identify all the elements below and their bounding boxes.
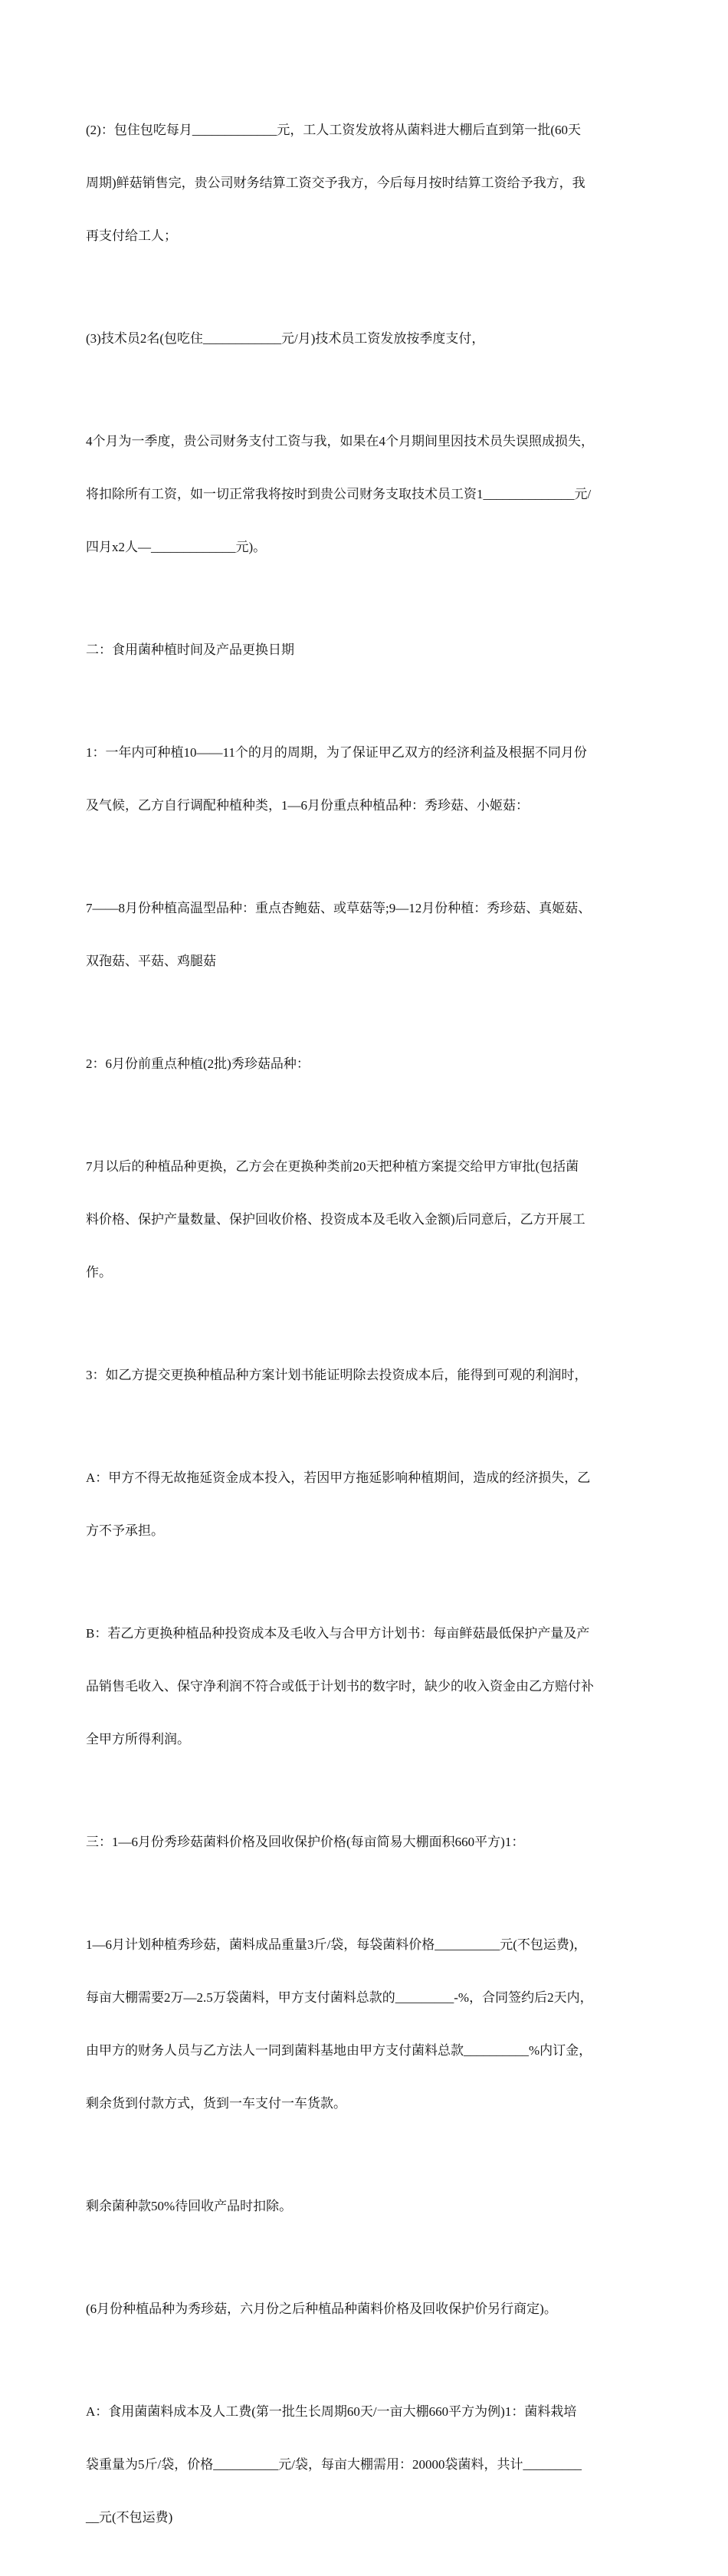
text-line: 袋重量为5斤/袋，价格__________元/袋，每亩大棚需用：20000袋菌料，共计_________ xyxy=(86,2457,582,2472)
text-line: 方不予承担。 xyxy=(86,1523,164,1538)
text-line: A：食用菌菌料成本及人工费(第一批生长周期60天/一亩大棚660平方为例)1：菌料栽培 xyxy=(86,2404,577,2419)
text-line: 四月x2人—_____________元)。 xyxy=(86,540,267,554)
text-line: 2：6月份前重点种植(2批)秀珍菇品种： xyxy=(86,1056,310,1071)
text-line: (2)：包住包吃每月_____________元，工人工资发放将从菌料进大棚后直到第一批(60天 xyxy=(86,123,581,137)
text-line: 全甲方所得利润。 xyxy=(86,1732,190,1746)
paragraph-cost-a xyxy=(86,2367,645,2561)
text-line: 1—6月计划种植秀珍菇，菌料成品重量3斤/袋，每袋菌料价格__________元(不包运费)， xyxy=(86,1937,587,1952)
paragraph-remaining-payment xyxy=(86,2162,645,2250)
section-heading-three xyxy=(86,1798,645,1886)
text-line: 再支付给工人； xyxy=(86,228,177,243)
text-line: 1：一年内可种植10——11个的月的周期，为了保证甲乙双方的经济利益及根据不同月份 xyxy=(86,745,587,760)
document-body xyxy=(86,86,645,2576)
text-line: 3：如乙方提交更换种植品种方案计划书能证明除去投资成本后，能得到可观的利润时， xyxy=(86,1368,588,1382)
text-line: 料价格、保护产量数量、保护回收价格、投资成本及毛收入金额)后同意后，乙方开展工 xyxy=(86,1212,585,1227)
paragraph-technician-wage xyxy=(86,397,645,591)
text-line: __元(不包运费) xyxy=(86,2510,173,2525)
text-line: 剩余菌种款50%待回收产品时扣除。 xyxy=(86,2199,293,2213)
text-line: 及气候，乙方自行调配种植种类，1—6月份重点种植品种：秀珍菇、小姬菇： xyxy=(86,798,529,813)
text-line: (6月份种植品种为秀珍菇，六月份之后种植品种菌料价格及回收保护价另行商定)。 xyxy=(86,2302,557,2316)
text-line: 由甲方的财务人员与乙方法人一同到菌料基地由甲方支付菌料总款__________%内订金， xyxy=(86,2043,592,2058)
text-line: 作。 xyxy=(86,1265,112,1280)
text-line: 剩余货到付款方式，货到一车支付一车货款。 xyxy=(86,2096,346,2111)
text-line: 三：1—6月份秀珍菇菌料价格及回收保护价格(每亩简易大棚面积660平方)1： xyxy=(86,1835,525,1849)
paragraph-clause-a xyxy=(86,1434,645,1575)
paragraph-june-note xyxy=(86,2265,645,2353)
paragraph-june-focus xyxy=(86,1020,645,1108)
text-line: 品销售毛收入、保守净利润不符合或低于计划书的数字时，缺少的收入资金由乙方赔付补 xyxy=(86,1679,594,1694)
paragraph-clause-b xyxy=(86,1589,645,1783)
section-heading-two xyxy=(86,606,645,694)
paragraph-summer-varieties xyxy=(86,864,645,1005)
paragraph-technician-count xyxy=(86,294,645,383)
paragraph-material-price xyxy=(86,1901,645,2147)
paragraph-worker-wage xyxy=(86,86,645,280)
text-line: (3)技术员2名(包吃住____________元/月)技术员工资发放按季度支付， xyxy=(86,331,485,346)
text-line: 7——8月份种植高温型品种：重点杏鲍菇、或草菇等;9—12月份种植：秀珍菇、真姬菇、 xyxy=(86,901,592,915)
text-line: 每亩大棚需要2万—2.5万袋菌料，甲方支付菌料总款的_________-%，合同签约后2天内， xyxy=(86,1990,593,2005)
text-line: 二：食用菌种植时间及产品更换日期 xyxy=(86,642,294,657)
text-line: 7月以后的种植品种更换，乙方会在更换种类前20天把种植方案提交给甲方审批(包括菌 xyxy=(86,1159,579,1174)
text-line: B：若乙方更换种植品种投资成本及毛收入与合甲方计划书：每亩鲜菇最低保护产量及产 xyxy=(86,1626,590,1641)
paragraph-planting-cycle xyxy=(86,708,645,849)
paragraph-plan-proof xyxy=(86,1331,645,1419)
text-line: 将扣除所有工资，如一切正常我将按时到贵公司财务支取技术员工资1______________元/ xyxy=(86,487,592,501)
text-line: 4个月为一季度，贵公司财务支付工资与我，如果在4个月期间里因技术员失误照成损失， xyxy=(86,434,594,449)
text-line: A：甲方不得无故拖延资金成本投入，若因甲方拖延影响种植期间，造成的经济损失，乙 xyxy=(86,1470,591,1485)
text-line: 双孢菇、平菇、鸡腿菇 xyxy=(86,954,216,968)
paragraph-variety-change xyxy=(86,1122,645,1316)
text-line: 周期)鲜菇销售完，贵公司财务结算工资交予我方，今后每月按时结算工资给予我方，我 xyxy=(86,176,585,190)
